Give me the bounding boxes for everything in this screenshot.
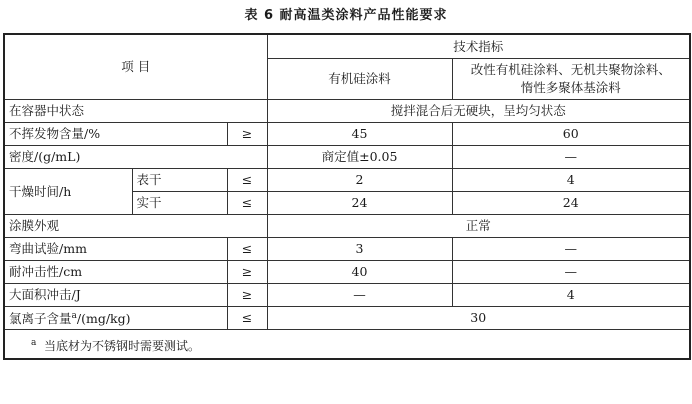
- row-symbol: ≤: [227, 192, 267, 215]
- row-label: 密度/(g/mL): [4, 146, 267, 169]
- row-value-b: 4: [452, 284, 690, 307]
- row-value-a: 2: [267, 169, 452, 192]
- header-tech: 技术指标: [267, 34, 690, 59]
- header-col-b-line2: 惰性多聚体基涂料: [520, 80, 621, 95]
- table-row: [4, 146, 690, 169]
- table-row: [4, 238, 690, 261]
- row-label: 大面积冲击/J: [4, 284, 227, 307]
- row-sub-label: 表干: [132, 169, 227, 192]
- table-caption: 表 6 耐高温类涂料产品性能要求: [244, 8, 448, 23]
- table-row: [4, 169, 690, 192]
- row-label-unit: /(mg/kg): [76, 311, 131, 327]
- row-value-b: —: [452, 146, 690, 169]
- row-symbol: ≥: [227, 284, 267, 307]
- row-value-a: 45: [267, 123, 452, 146]
- row-label: 耐冲击性/cm: [4, 261, 227, 284]
- table-row: [4, 123, 690, 146]
- row-symbol: ≥: [227, 261, 267, 284]
- row-label: 涂膜外观: [4, 215, 267, 238]
- row-label: [4, 307, 227, 330]
- table-row: [4, 284, 690, 307]
- row-value-a: 3: [267, 238, 452, 261]
- header-col-a: 有机硅涂料: [267, 59, 452, 100]
- row-value-a: 40: [267, 261, 452, 284]
- header-col-b: [452, 59, 690, 100]
- row-symbol: ≥: [227, 123, 267, 146]
- row-merged-value: 正常: [267, 215, 690, 238]
- table-row: [4, 261, 690, 284]
- row-sub-label: 实干: [132, 192, 227, 215]
- row-symbol: ≤: [227, 169, 267, 192]
- row-value-a: 24: [267, 192, 452, 215]
- row-group-label: 干燥时间/h: [4, 169, 132, 215]
- row-symbol: ≤: [227, 307, 267, 330]
- table-row: [4, 307, 690, 330]
- row-label: 不挥发物含量/%: [4, 123, 227, 146]
- row-label-main: 氯离子含量: [9, 311, 72, 327]
- row-value-b: 24: [452, 192, 690, 215]
- row-value-b: 4: [452, 169, 690, 192]
- row-label: 在容器中状态: [4, 100, 267, 123]
- footnote-mark: a: [31, 337, 37, 348]
- table-row: [4, 215, 690, 238]
- row-value-b: —: [452, 261, 690, 284]
- row-merged-value: 搅拌混合后无硬块，呈均匀状态: [267, 100, 690, 123]
- footnote-text: 当底材为不锈钢时需要测试。: [44, 338, 201, 353]
- row-value-b: —: [452, 238, 690, 261]
- header-item: 项 目: [4, 34, 267, 100]
- footnote-row: [4, 330, 690, 360]
- row-label: 弯曲试验/mm: [4, 238, 227, 261]
- row-label-footnote-mark: a: [71, 311, 77, 322]
- row-value-b: 60: [452, 123, 690, 146]
- header-col-b-line1: 改性有机硅涂料、无机共聚物涂料、: [470, 62, 671, 77]
- row-merged-value: 30: [267, 307, 690, 330]
- row-value-a: 商定值±0.05: [267, 146, 452, 169]
- row-value-a: —: [267, 284, 452, 307]
- footnote: [4, 330, 690, 360]
- spec-table: [3, 33, 691, 360]
- table-row: [4, 100, 690, 123]
- row-symbol: ≤: [227, 238, 267, 261]
